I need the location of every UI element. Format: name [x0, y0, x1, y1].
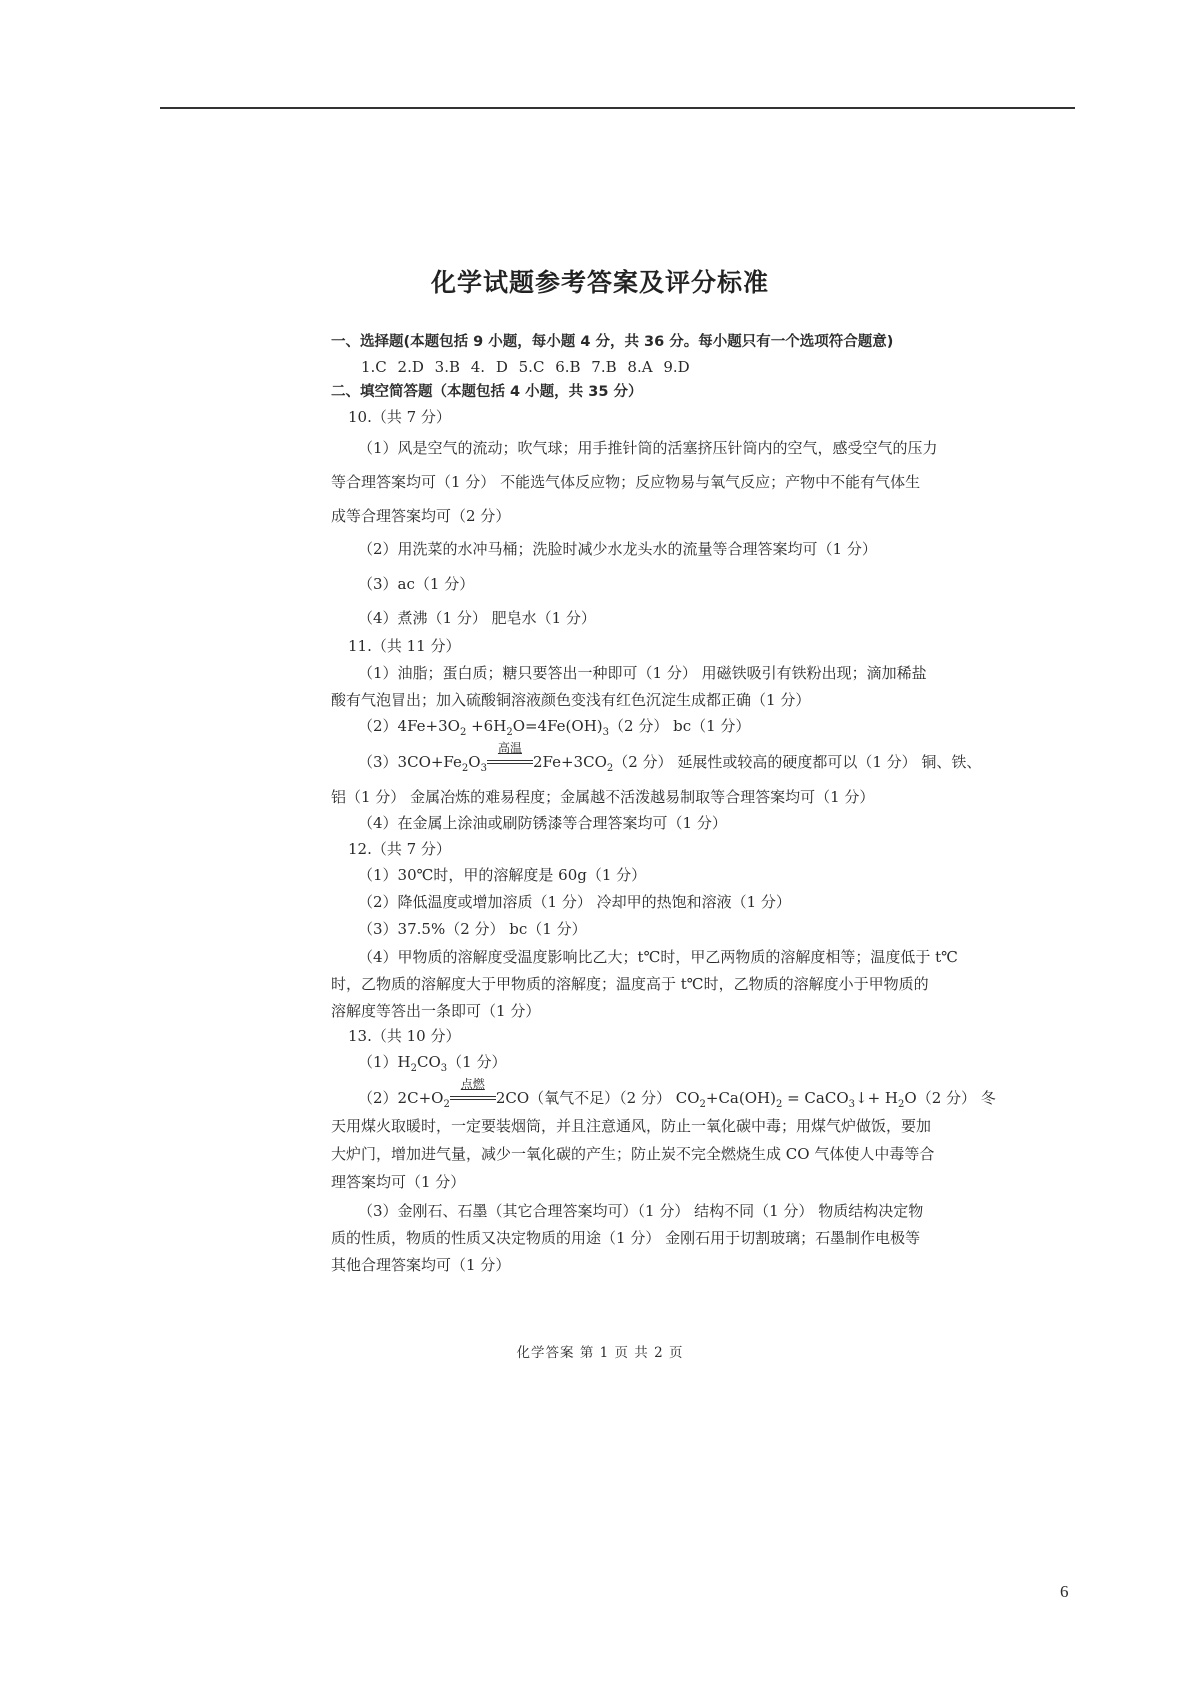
question-10-header: 10.（共 7 分） [348, 408, 451, 426]
page-footer: 化学答案 第 1 页 共 2 页 [516, 1345, 684, 1361]
q12-4-line-a: （4）甲物质的溶解度受温度影响比乙大；t℃时，甲乙两物质的溶解度相等；温度低于 t℃ [358, 948, 958, 966]
choice-answers: 1.C 2.D 3.B 4. D 5.C 6.B 7.B 8.A 9.D [361, 358, 690, 376]
reaction-condition: 点燃 [450, 1088, 496, 1108]
q10-3-line: （3）ac（1 分） [358, 575, 475, 593]
section-heading-fill: 二、填空简答题（本题包括 4 小题，共 35 分） [331, 384, 643, 400]
reaction-condition: 高温 [487, 752, 533, 772]
q12-2-line: （2）降低温度或增加溶质（1 分） 冷却甲的热饱和溶液（1 分） [358, 893, 791, 911]
q10-1-line-c: 成等合理答案均可（2 分） [331, 507, 511, 525]
q11-3-line-b: 铝（1 分） 金属冶炼的难易程度；金属越不活泼越易制取等合理答案均可（1 分） [331, 788, 875, 806]
document-title: 化学试题参考答案及评分标准 [430, 268, 769, 297]
q11-1-line-a: （1）油脂；蛋白质；糖只要答出一种即可（1 分） 用磁铁吸引有铁粉出现；滴加稀盐 [358, 664, 927, 682]
q12-1-line: （1）30℃时，甲的溶解度是 60g（1 分） [358, 866, 647, 884]
q13-2-equation: $(2)2C+O_2$ 点燃 2CO（氧气不足）（2 分） $CO_2+Ca(OH)_2$ = CaCO$_3$↓+ $H_2O(2$ 分） 冬 [358, 1077, 996, 1110]
page-number: 6 [1060, 1582, 1069, 1601]
q11-4-line: （4）在金属上涂油或刷防锈漆等合理答案均可（1 分） [358, 814, 727, 832]
q12-4-line-b: 时，乙物质的溶解度大于甲物质的溶解度；温度高于 t℃时，乙物质的溶解度小于甲物质的 [331, 975, 929, 993]
q13-1-line: $(1)H_2CO_3(1$ 分） [358, 1053, 507, 1074]
q13-2-line-b: 天用煤火取暖时，一定要装烟筒，并且注意通风，防止一氧化碳中毒；用煤气炉做饭，要加 [331, 1117, 932, 1135]
q12-3-line: （3）37.5%（2 分） bc（1 分） [358, 920, 587, 938]
q12-4-line-c: 溶解度等答出一条即可（1 分） [331, 1002, 541, 1020]
section-heading-choice: 一、选择题(本题包括 9 小题，每小题 4 分，共 36 分。每小题只有一个选项符合题意) [331, 334, 894, 350]
q10-4-line: （4）煮沸（1 分） 肥皂水（1 分） [358, 609, 596, 627]
q13-2-line-d: 理答案均可（1 分） [331, 1173, 466, 1191]
header-rule [160, 107, 1075, 109]
q11-3-equation: $(3)3CO+Fe_2O_3$ 高温 $2Fe+3CO_2(2$ 分） 延展性或较高的硬度都可以（1 分） 铜、铁、 [358, 741, 982, 774]
question-13-header: 13.（共 10 分） [348, 1027, 461, 1045]
q10-1-line-a: （1）风是空气的流动；吹气球；用手推针筒的活塞挤压针筒内的空气，感受空气的压力 [358, 439, 938, 457]
q11-2-equation: $(2)4Fe+3O_2 +6H_2O=4Fe(OH)_3(2$ 分） bc（1 分） [358, 717, 751, 738]
q11-1-line-b: 酸有气泡冒出；加入硫酸铜溶液颜色变浅有红色沉淀生成都正确（1 分） [331, 691, 811, 709]
q10-1-line-b: 等合理答案均可（1 分） 不能选气体反应物；反应物易与氧气反应；产物中不能有气体生 [331, 473, 921, 491]
q13-3-line-c: 其他合理答案均可（1 分） [331, 1256, 511, 1274]
question-12-header: 12.（共 7 分） [348, 840, 451, 858]
q13-3-line-a: （3）金刚石、石墨（其它合理答案均可）（1 分） 结构不同（1 分） 物质结构决定物 [358, 1202, 924, 1220]
q13-2-line-c: 大炉门，增加进气量，减少一氧化碳的产生；防止炭不完全燃烧生成 CO 气体使人中毒等合 [331, 1145, 935, 1163]
q10-2-line: （2）用洗菜的水冲马桶；洗脸时减少水龙头水的流量等合理答案均可（1 分） [358, 540, 877, 558]
question-11-header: 11.（共 11 分） [348, 637, 461, 655]
q13-3-line-b: 质的性质，物质的性质又决定物质的用途（1 分） 金刚石用于切割玻璃；石墨制作电极等 [331, 1229, 921, 1247]
